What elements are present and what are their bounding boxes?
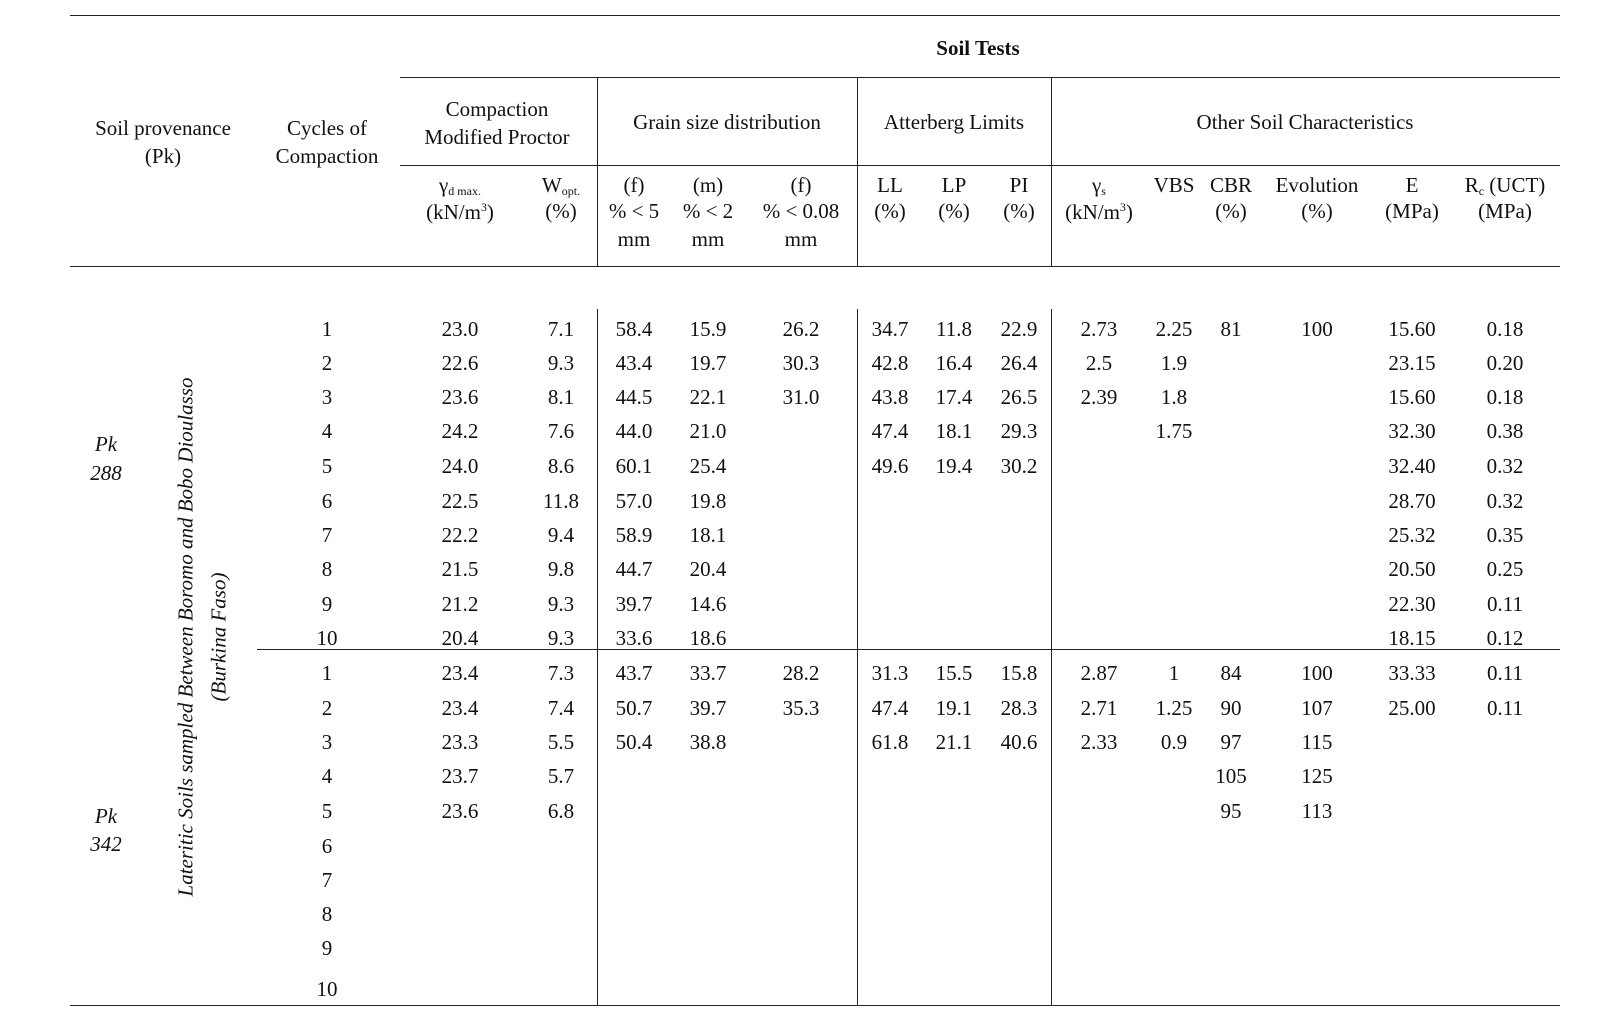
table-cell: 15.8 bbox=[1000, 661, 1038, 685]
table-cell: 25.4 bbox=[689, 454, 727, 478]
header-bottom-rule bbox=[70, 266, 1560, 267]
group-rule bbox=[400, 165, 1560, 166]
table-cell: 1.9 bbox=[1160, 351, 1188, 375]
table-cell: 90 bbox=[1220, 696, 1242, 720]
table-cell: 23.4 bbox=[441, 661, 479, 685]
soil-provenance-header: Soil provenance bbox=[95, 116, 231, 140]
table-cell: 26.2 bbox=[782, 317, 820, 341]
col-f5-line2: % < 5 bbox=[608, 199, 660, 223]
cycle-number: 6 bbox=[321, 489, 333, 513]
col-f5: (f) bbox=[623, 173, 645, 197]
col-lp: LP bbox=[941, 173, 967, 197]
table-cell: 25.00 bbox=[1388, 696, 1436, 720]
table-cell: 9.4 bbox=[547, 523, 575, 547]
table-cell: 32.40 bbox=[1388, 454, 1436, 478]
table-cell: 2.25 bbox=[1155, 317, 1193, 341]
col-f008: (f) bbox=[790, 173, 812, 197]
table-cell: 33.6 bbox=[615, 626, 653, 650]
col-rc-unit: (MPa) bbox=[1478, 199, 1532, 223]
cycle-number: 3 bbox=[321, 730, 333, 754]
col-gamma-s-unit: $(kN/m^3)$ bbox=[1065, 200, 1133, 224]
col-lp-unit: (%) bbox=[938, 199, 970, 223]
divider-atterberg bbox=[1051, 77, 1052, 266]
table-cell: 44.7 bbox=[615, 557, 653, 581]
cycles-header: Cycles of bbox=[287, 116, 367, 140]
table-cell: 113 bbox=[1301, 799, 1333, 823]
table-cell: 23.3 bbox=[441, 730, 479, 754]
table-cell: 23.6 bbox=[441, 799, 479, 823]
table-cell: 0.11 bbox=[1487, 661, 1523, 685]
table-cell: 21.2 bbox=[441, 592, 479, 616]
table-cell: 8.1 bbox=[547, 385, 575, 409]
table-cell: 38.8 bbox=[689, 730, 727, 754]
table-cell: 21.5 bbox=[441, 557, 479, 581]
table-cell: 33.7 bbox=[689, 661, 727, 685]
table-cell: 49.6 bbox=[871, 454, 909, 478]
cycle-number: 4 bbox=[321, 419, 333, 443]
col-gamma-s: $\gamma_s$ bbox=[1092, 173, 1106, 198]
col-cbr: CBR bbox=[1209, 173, 1253, 197]
cycle-number: 8 bbox=[321, 902, 333, 926]
table-cell: 15.60 bbox=[1388, 317, 1436, 341]
cycle-number: 5 bbox=[321, 799, 333, 823]
col-evolution: Evolution bbox=[1275, 173, 1359, 197]
soil-tests-heading: Soil Tests bbox=[936, 36, 1020, 60]
cycle-number: 4 bbox=[321, 764, 333, 788]
table-cell: 19.1 bbox=[935, 696, 973, 720]
table-cell: 0.35 bbox=[1486, 523, 1524, 547]
table-cell: 1 bbox=[1168, 661, 1180, 685]
table-cell: 60.1 bbox=[615, 454, 653, 478]
table-cell: 84 bbox=[1220, 661, 1242, 685]
table-cell: 19.7 bbox=[689, 351, 727, 375]
table-cell: 19.4 bbox=[935, 454, 973, 478]
table-cell: 50.7 bbox=[615, 696, 653, 720]
table-cell: 1.8 bbox=[1160, 385, 1188, 409]
atterberg-group-header: Atterberg Limits bbox=[883, 110, 1025, 134]
col-pi: PI bbox=[1009, 173, 1029, 197]
table-cell: 0.38 bbox=[1486, 419, 1524, 443]
table-cell: 20.4 bbox=[689, 557, 727, 581]
divider-atterberg-body bbox=[1051, 309, 1052, 1005]
col-cbr-unit: (%) bbox=[1215, 199, 1247, 223]
table-cell: 61.8 bbox=[871, 730, 909, 754]
table-cell: 39.7 bbox=[615, 592, 653, 616]
table-cell: 33.33 bbox=[1388, 661, 1436, 685]
table-cell: 30.2 bbox=[1000, 454, 1038, 478]
table-cell: 2.39 bbox=[1080, 385, 1118, 409]
table-cell: 9.8 bbox=[547, 557, 575, 581]
table-cell: 26.5 bbox=[1000, 385, 1038, 409]
grain-group-header: Grain size distribution bbox=[633, 110, 821, 134]
col-m2-line3: mm bbox=[691, 227, 725, 251]
cycle-number: 9 bbox=[321, 592, 333, 616]
col-vbs: VBS bbox=[1153, 173, 1195, 197]
cycle-number: 2 bbox=[321, 351, 333, 375]
col-f5-line3: mm bbox=[617, 227, 651, 251]
col-f008-line3: mm bbox=[784, 227, 818, 251]
table-cell: 34.7 bbox=[871, 317, 909, 341]
cycle-number: 7 bbox=[321, 523, 333, 547]
table-cell: 44.5 bbox=[615, 385, 653, 409]
col-pi-unit: (%) bbox=[1003, 199, 1035, 223]
table-cell: 31.3 bbox=[871, 661, 909, 685]
table-cell: 100 bbox=[1301, 317, 1333, 341]
col-w-opt: $W_{opt.}$ bbox=[541, 173, 581, 198]
top-rule bbox=[70, 15, 1560, 16]
table-cell: 11.8 bbox=[936, 317, 972, 341]
table-cell: 26.4 bbox=[1000, 351, 1038, 375]
table-cell: 40.6 bbox=[1000, 730, 1038, 754]
table-cell: 22.5 bbox=[441, 489, 479, 513]
table-cell: 0.20 bbox=[1486, 351, 1524, 375]
table-cell: 58.4 bbox=[615, 317, 653, 341]
table-cell: 28.2 bbox=[782, 661, 820, 685]
table-cell: 125 bbox=[1301, 764, 1333, 788]
cycle-number: 5 bbox=[321, 454, 333, 478]
table-cell: 1.25 bbox=[1155, 696, 1193, 720]
cycle-number: 1 bbox=[321, 661, 333, 685]
cycle-number: 6 bbox=[321, 834, 333, 858]
table-cell: 22.6 bbox=[441, 351, 479, 375]
col-e-unit: (MPa) bbox=[1385, 199, 1439, 223]
table-cell: 39.7 bbox=[689, 696, 727, 720]
table-cell: 20.4 bbox=[441, 626, 479, 650]
table-cell: 43.7 bbox=[615, 661, 653, 685]
col-evolution-unit: (%) bbox=[1301, 199, 1333, 223]
table-cell: 15.9 bbox=[689, 317, 727, 341]
table-cell: 17.4 bbox=[935, 385, 973, 409]
table-cell: 115 bbox=[1301, 730, 1333, 754]
col-gamma-d-unit: $(kN/m^3)$ bbox=[426, 200, 494, 224]
table-cell: 32.30 bbox=[1388, 419, 1436, 443]
table-cell: 23.0 bbox=[441, 317, 479, 341]
table-cell: 58.9 bbox=[615, 523, 653, 547]
table-cell: 28.70 bbox=[1388, 489, 1436, 513]
table-cell: 23.15 bbox=[1388, 351, 1436, 375]
divider-grain bbox=[857, 77, 858, 266]
table-cell: 5.7 bbox=[547, 764, 575, 788]
cycle-number: 10 bbox=[316, 977, 338, 1001]
table-cell: 2.87 bbox=[1080, 661, 1118, 685]
table-cell: 2.71 bbox=[1080, 696, 1118, 720]
col-w-opt-unit: (%) bbox=[545, 199, 577, 223]
table-cell: 0.11 bbox=[1487, 696, 1523, 720]
soil-tests-rule bbox=[400, 77, 1560, 78]
cycle-number: 3 bbox=[321, 385, 333, 409]
table-cell: 23.4 bbox=[441, 696, 479, 720]
table-cell: 18.1 bbox=[935, 419, 973, 443]
table-cell: 0.32 bbox=[1486, 454, 1524, 478]
table-cell: 0.25 bbox=[1486, 557, 1524, 581]
pk342-number: 342 bbox=[90, 832, 122, 856]
table-cell: 43.4 bbox=[615, 351, 653, 375]
table-cell: 7.3 bbox=[547, 661, 575, 685]
table-cell: 0.9 bbox=[1160, 730, 1188, 754]
table-cell: 44.0 bbox=[615, 419, 653, 443]
col-m2-line2: % < 2 bbox=[682, 199, 734, 223]
cycles-header-sub: Compaction bbox=[275, 144, 379, 168]
table-cell: 35.3 bbox=[782, 696, 820, 720]
cycle-number: 10 bbox=[316, 626, 338, 650]
pk288-label: Pk bbox=[94, 432, 118, 456]
table-cell: 28.3 bbox=[1000, 696, 1038, 720]
table-cell: 22.1 bbox=[689, 385, 727, 409]
table-cell: 42.8 bbox=[871, 351, 909, 375]
table-cell: 5.5 bbox=[547, 730, 575, 754]
sampling-country-label: (Burkina Faso) bbox=[206, 572, 231, 702]
col-rc: $R_c$ (UCT) bbox=[1464, 173, 1546, 198]
table-cell: 107 bbox=[1301, 696, 1333, 720]
divider-grain-body bbox=[857, 309, 858, 1005]
table-cell: 2.73 bbox=[1080, 317, 1118, 341]
table-cell: 25.32 bbox=[1388, 523, 1436, 547]
cycle-number: 2 bbox=[321, 696, 333, 720]
table-cell: 47.4 bbox=[871, 696, 909, 720]
table-cell: 11.8 bbox=[543, 489, 579, 513]
table-cell: 24.2 bbox=[441, 419, 479, 443]
table-cell: 22.2 bbox=[441, 523, 479, 547]
compaction-group-header-sub: Modified Proctor bbox=[424, 125, 570, 149]
table-cell: 0.11 bbox=[1487, 592, 1523, 616]
table-cell: 105 bbox=[1215, 764, 1247, 788]
table-cell: 95 bbox=[1220, 799, 1242, 823]
cycle-number: 9 bbox=[321, 936, 333, 960]
col-e: E bbox=[1405, 173, 1419, 197]
table-cell: 47.4 bbox=[871, 419, 909, 443]
other-group-header: Other Soil Characteristics bbox=[1196, 110, 1414, 134]
table-cell: 22.9 bbox=[1000, 317, 1038, 341]
table-cell: 8.6 bbox=[547, 454, 575, 478]
table-cell: 100 bbox=[1301, 661, 1333, 685]
table-cell: 97 bbox=[1220, 730, 1242, 754]
table-cell: 0.12 bbox=[1486, 626, 1524, 650]
table-cell: 19.8 bbox=[689, 489, 727, 513]
pk288-number: 288 bbox=[90, 461, 122, 485]
table-cell: 30.3 bbox=[782, 351, 820, 375]
table-cell: 0.18 bbox=[1486, 317, 1524, 341]
cycle-number: 7 bbox=[321, 868, 333, 892]
table-cell: 21.1 bbox=[935, 730, 973, 754]
table-cell: 15.60 bbox=[1388, 385, 1436, 409]
table-cell: 18.1 bbox=[689, 523, 727, 547]
table-cell: 9.3 bbox=[547, 626, 575, 650]
col-ll: LL bbox=[877, 173, 903, 197]
table-cell: 9.3 bbox=[547, 592, 575, 616]
compaction-group-header: Compaction bbox=[445, 97, 549, 121]
table-cell: 23.6 bbox=[441, 385, 479, 409]
table-cell: 50.4 bbox=[615, 730, 653, 754]
table-cell: 20.50 bbox=[1388, 557, 1436, 581]
table-cell: 23.7 bbox=[441, 764, 479, 788]
table-cell: 7.1 bbox=[547, 317, 575, 341]
cycle-number: 8 bbox=[321, 557, 333, 581]
table-cell: 7.6 bbox=[547, 419, 575, 443]
divider-compaction-body bbox=[597, 309, 598, 1005]
table-cell: 57.0 bbox=[615, 489, 653, 513]
table-cell: 18.6 bbox=[689, 626, 727, 650]
pk342-label: Pk bbox=[94, 804, 118, 828]
table-cell: 0.18 bbox=[1486, 385, 1524, 409]
table-cell: 21.0 bbox=[689, 419, 727, 443]
col-m2: (m) bbox=[692, 173, 724, 197]
divider-compaction bbox=[597, 77, 598, 266]
col-gamma-d: $\gamma_{d max.}$ bbox=[439, 173, 481, 198]
table-cell: 31.0 bbox=[782, 385, 820, 409]
bottom-rule bbox=[70, 1005, 1560, 1006]
table-cell: 81 bbox=[1220, 317, 1242, 341]
table-cell: 29.3 bbox=[1000, 419, 1038, 443]
table-cell: 15.5 bbox=[935, 661, 973, 685]
table-cell: 16.4 bbox=[935, 351, 973, 375]
cycle-number: 1 bbox=[321, 317, 333, 341]
table-cell: 18.15 bbox=[1388, 626, 1436, 650]
table-cell: 14.6 bbox=[689, 592, 727, 616]
col-ll-unit: (%) bbox=[874, 199, 906, 223]
table-cell: 6.8 bbox=[547, 799, 575, 823]
sampling-location-label: Lateritic Soils sampled Between Boromo and Bobo Dioulasso bbox=[173, 377, 198, 897]
table-cell: 9.3 bbox=[547, 351, 575, 375]
table-cell: 1.75 bbox=[1155, 419, 1193, 443]
table-cell: 2.5 bbox=[1085, 351, 1113, 375]
col-f008-line2: % < 0.08 bbox=[762, 199, 840, 223]
table-cell: 43.8 bbox=[871, 385, 909, 409]
table-cell: 7.4 bbox=[547, 696, 575, 720]
table-cell: 24.0 bbox=[441, 454, 479, 478]
table-cell: 22.30 bbox=[1388, 592, 1436, 616]
table-cell: 0.32 bbox=[1486, 489, 1524, 513]
table-cell: 2.33 bbox=[1080, 730, 1118, 754]
soil-provenance-header-sub: (Pk) bbox=[144, 144, 182, 168]
